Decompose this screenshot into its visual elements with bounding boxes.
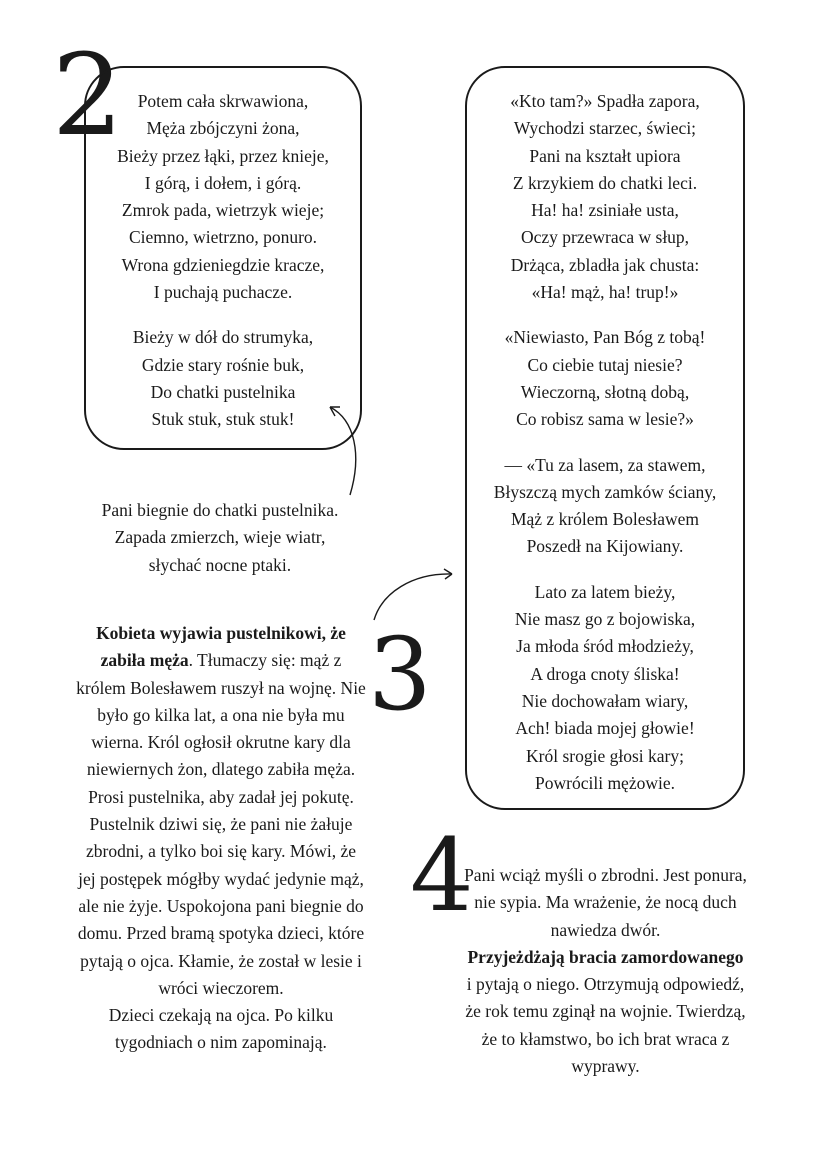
verse-line: A droga cnoty śliska! [530,663,680,684]
summary-text: Pani wciąż myśli o zbrodni. Jest ponura, nie sypia. Ma wrażenie, że nocą duch nawiedza dwór. [464,865,747,940]
summary-bold: Przyjeżdżają bracia zamordowanego [467,946,744,967]
verse-line: Wychodzi starzec, świeci; [513,118,697,139]
verse-line: Zmrok pada, wietrzyk wieje; [121,200,325,221]
verse-line: Ciemno, wietrzno, ponuro. [128,227,318,248]
curved-arrow-icon [300,395,380,505]
summary-bold-intro: Kobieta wyjawia pustelnikowi, że zabiła męża [96,623,346,671]
verse-line: I puchają puchacze. [153,282,293,303]
verse-line: Nie dochowałam wiary, [521,690,689,711]
verse-line: «Ha! mąż, ha! trup!» [531,282,679,303]
verse-line: Gdzie stary rośnie buk, [141,354,305,375]
poem-box-section-2 [84,66,362,450]
verse-line: Ach! biada mojej głowie! [515,718,695,739]
verse-line: Potem cała skrwawiona, [137,91,309,111]
verse-line: Król srogie głosi kary; [526,745,684,766]
summary-section-4 [463,862,748,1080]
verse-line: Oczy przewraca w słup, [520,227,690,248]
verse-line: Z krzykiem do chatki leci. [512,172,698,193]
verse-line: Pani na kształt upiora [529,145,681,166]
summary-text: i pytają o niego. Otrzymują odpowiedź, że rok temu zginął na wojnie. Twierdzą, że to kłamstwo, bo ich brat wraca z wyprawy. [465,974,746,1077]
verse-line: Co robisz sama w lesie?» [516,409,694,430]
verse-line: Do chatki pustelnika [150,381,296,402]
verse-line: «Kto tam?» Spadła zapora, [510,91,700,111]
verse-line: Ha! ha! zsiniałe usta, [531,200,679,221]
verse-line: Co ciebie tutaj niesie? [527,354,683,375]
verse-line: Drżąca, zbladła jak chusta: [510,254,700,275]
section-number-3: 3 [368,616,432,733]
section-number-4: 4 [410,817,474,934]
verse-line: Mąż z królem Bolesławem [510,509,700,530]
verse-line: Wieczorną, słotną dobą, [520,381,690,402]
summary-line: Pani biegnie do chatki pustelnika. [101,500,339,520]
verse-line: Powrócili mężowie. [535,772,675,793]
verse-line: Ja młoda śród młodzieży, [516,636,694,657]
section-number-2: 2 [52,31,124,161]
verse-line: Bieży w dół do strumyka, [132,327,314,348]
summary-section-2 [70,497,370,579]
poem-stanza-2-1 [86,88,360,434]
verse-line: Wrona gdzieniegdzie kracze, [121,254,325,275]
summary-line: słychać nocne ptaki. [148,554,292,575]
verse-line: Błyszczą mych zamków ściany, [493,481,717,502]
verse-line: Stuk stuk, stuk stuk! [151,409,295,430]
poem-stanzas-3 [467,88,743,797]
summary-text: . Tłumaczy się: mąż z królem Bolesławem ruszył na wojnę. Nie było go kilka lat, a ona nie była mu wierna. Król ogłosił okrutne kary dla niewiernych żon, dlatego zabiła męża. Prosi pustelnika, aby zadał jej pokutę. Pustelnik dziwi się, że pani nie żałuje zbrodni, a tylko boi się kary. Mówi, że jej postępek mógłby wydać jedynie mąż, ale nie żyje. Uspokojona pani biegnie do domu. Przed bramą spotyka dzieci, które pytają o ojca. Kłamie, że został w lesie i wróci wieczorem. [76,650,366,998]
summary-line: Zapada zmierzch, wieje wiatr, [114,527,326,548]
verse-line: Bieży przez łąki, przez knieje, [117,145,329,166]
verse-line: — «Tu za lasem, za stawem, [504,454,706,475]
verse-line: «Niewiasto, Pan Bóg z tobą! [504,327,706,348]
summary-section-3 [76,620,366,1057]
summary-text: Dzieci czekają na ojca. Po kilku tygodniach o nim zapominają. [108,1005,334,1053]
verse-line: Lato za latem bieży, [534,581,676,602]
verse-line: Nie masz go z bojowiska, [514,609,696,630]
verse-line: Męża zbójczyni żona, [146,118,300,139]
verse-line: Poszedł na Kijowiany. [526,536,684,557]
verse-line: I górą, i dołem, i górą. [144,172,302,193]
poem-box-section-3 [465,66,745,810]
